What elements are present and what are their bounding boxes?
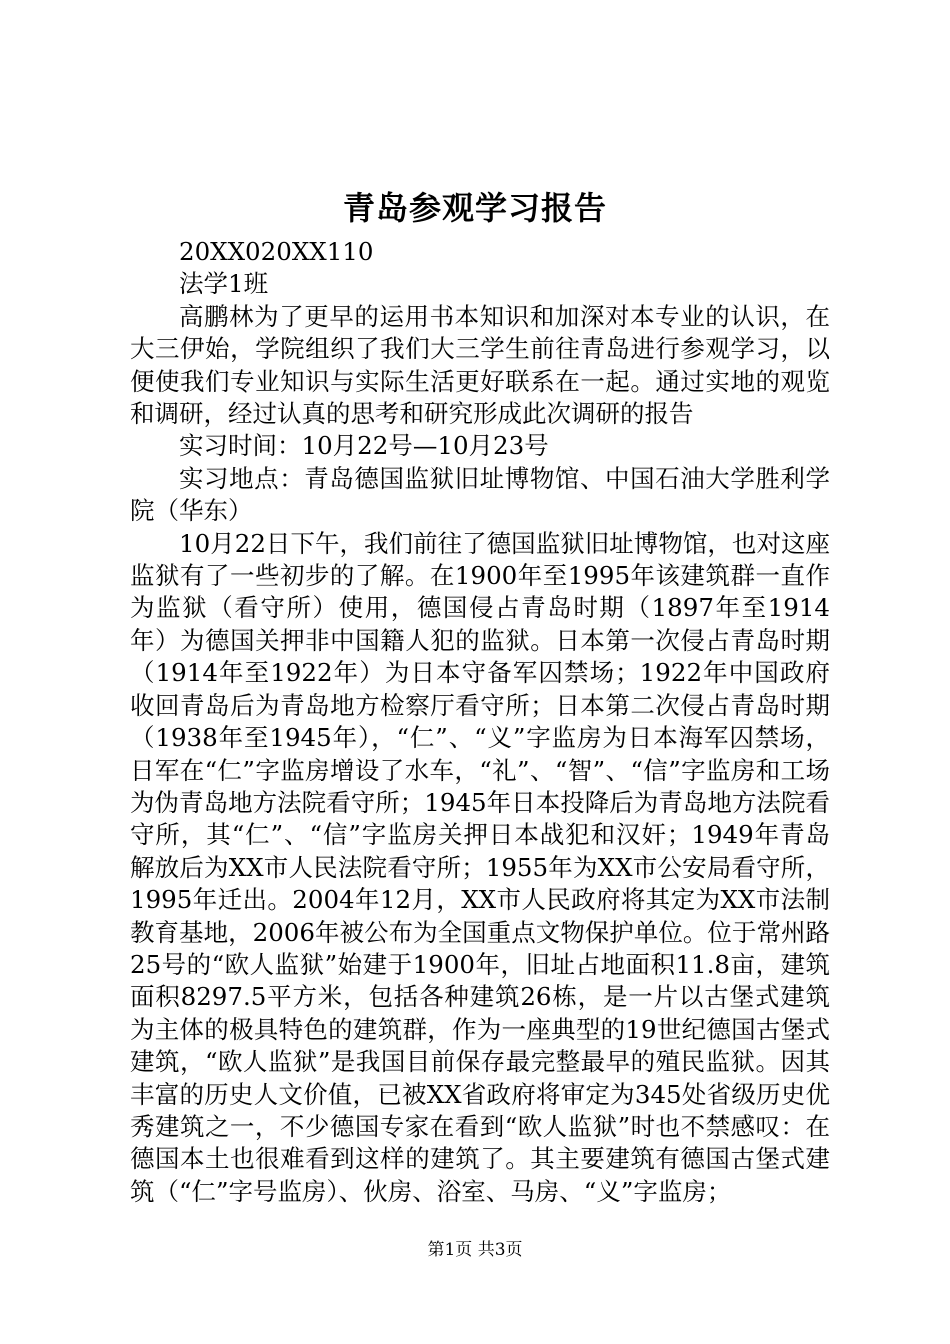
student-id-line: 20XX020XX110 bbox=[179, 237, 374, 266]
document-body bbox=[130, 236, 830, 1208]
intro-paragraph: 高鹏林为了更早的运用书本知识和加深对本专业的认识，在大三伊始，学院组织了我们大三学生前往青岛进行参观学习，以便使我们专业知识与实际生活更好联系在一起。通过实地的观览和调研，经过认真的思考和研究形成此次调研的报告 bbox=[130, 301, 830, 429]
page-footer: 第1页 共3页 bbox=[427, 1240, 523, 1260]
document-title: 青岛参观学习报告 bbox=[342, 189, 607, 227]
internship-location-paragraph: 实习地点：青岛德国监狱旧址博物馆、中国石油大学胜利学院（华东） bbox=[130, 463, 830, 526]
visit-description-paragraph: 10月22日下午，我们前往了德国监狱旧址博物馆，也对这座监狱有了一些初步的了解。在1900年至1995年该建筑群一直作为监狱（看守所）使用，德国侵占青岛时期（1897年至1914年）为德国关押非中国籍人犯的监狱。日本第一次侵占青岛时期（1914年至1922年）为日本守备军囚禁场；1922年中国政府收回青岛后为青岛地方检察厅看守所；日本第二次侵占青岛时期（1938年至1945年），“仁”、“义”字监房为日本海军囚禁场，日军在“仁”字监房增设了水车，“礼”、“智”、“信”字监房和工场为伪青岛地方法院看守所；1945年日本投降后为青岛地方法院看守所，其“仁”、“信”字监房关押日本战犯和汉奸；1949年青岛解放后为XX市人民法院看守所；1955年为XX市公安局看守所，1995年迁出。2004年12月，XX市人民政府将其定为XX市法制教育基地，2006年被公布为全国重点文物保护单位。位于常州路25号的“欧人监狱”始建于1900年，旧址占地面积11.8亩，建筑面积8297.5平方米，包括各种建筑26栋，是一片以古堡式建筑为主体的极具特色的建筑群，作为一座典型的19世纪德国古堡式建筑，“欧人监狱”是我国目前保存最完整最早的殖民监狱。因其丰富的历史人文价值，已被XX省政府将审定为345处省级历史优秀建筑之一，不少德国专家在看到“欧人监狱”时也不禁感叹：在德国本土也很难看到这样的建筑了。其主要建筑有德国古堡式建筑（“仁”字号监房）、伙房、浴室、马房、“义”字监房； bbox=[130, 528, 830, 1206]
internship-time-paragraph: 实习时间：10月22号—10月23号 bbox=[179, 431, 549, 461]
class-line: 法学1班 bbox=[179, 269, 269, 299]
